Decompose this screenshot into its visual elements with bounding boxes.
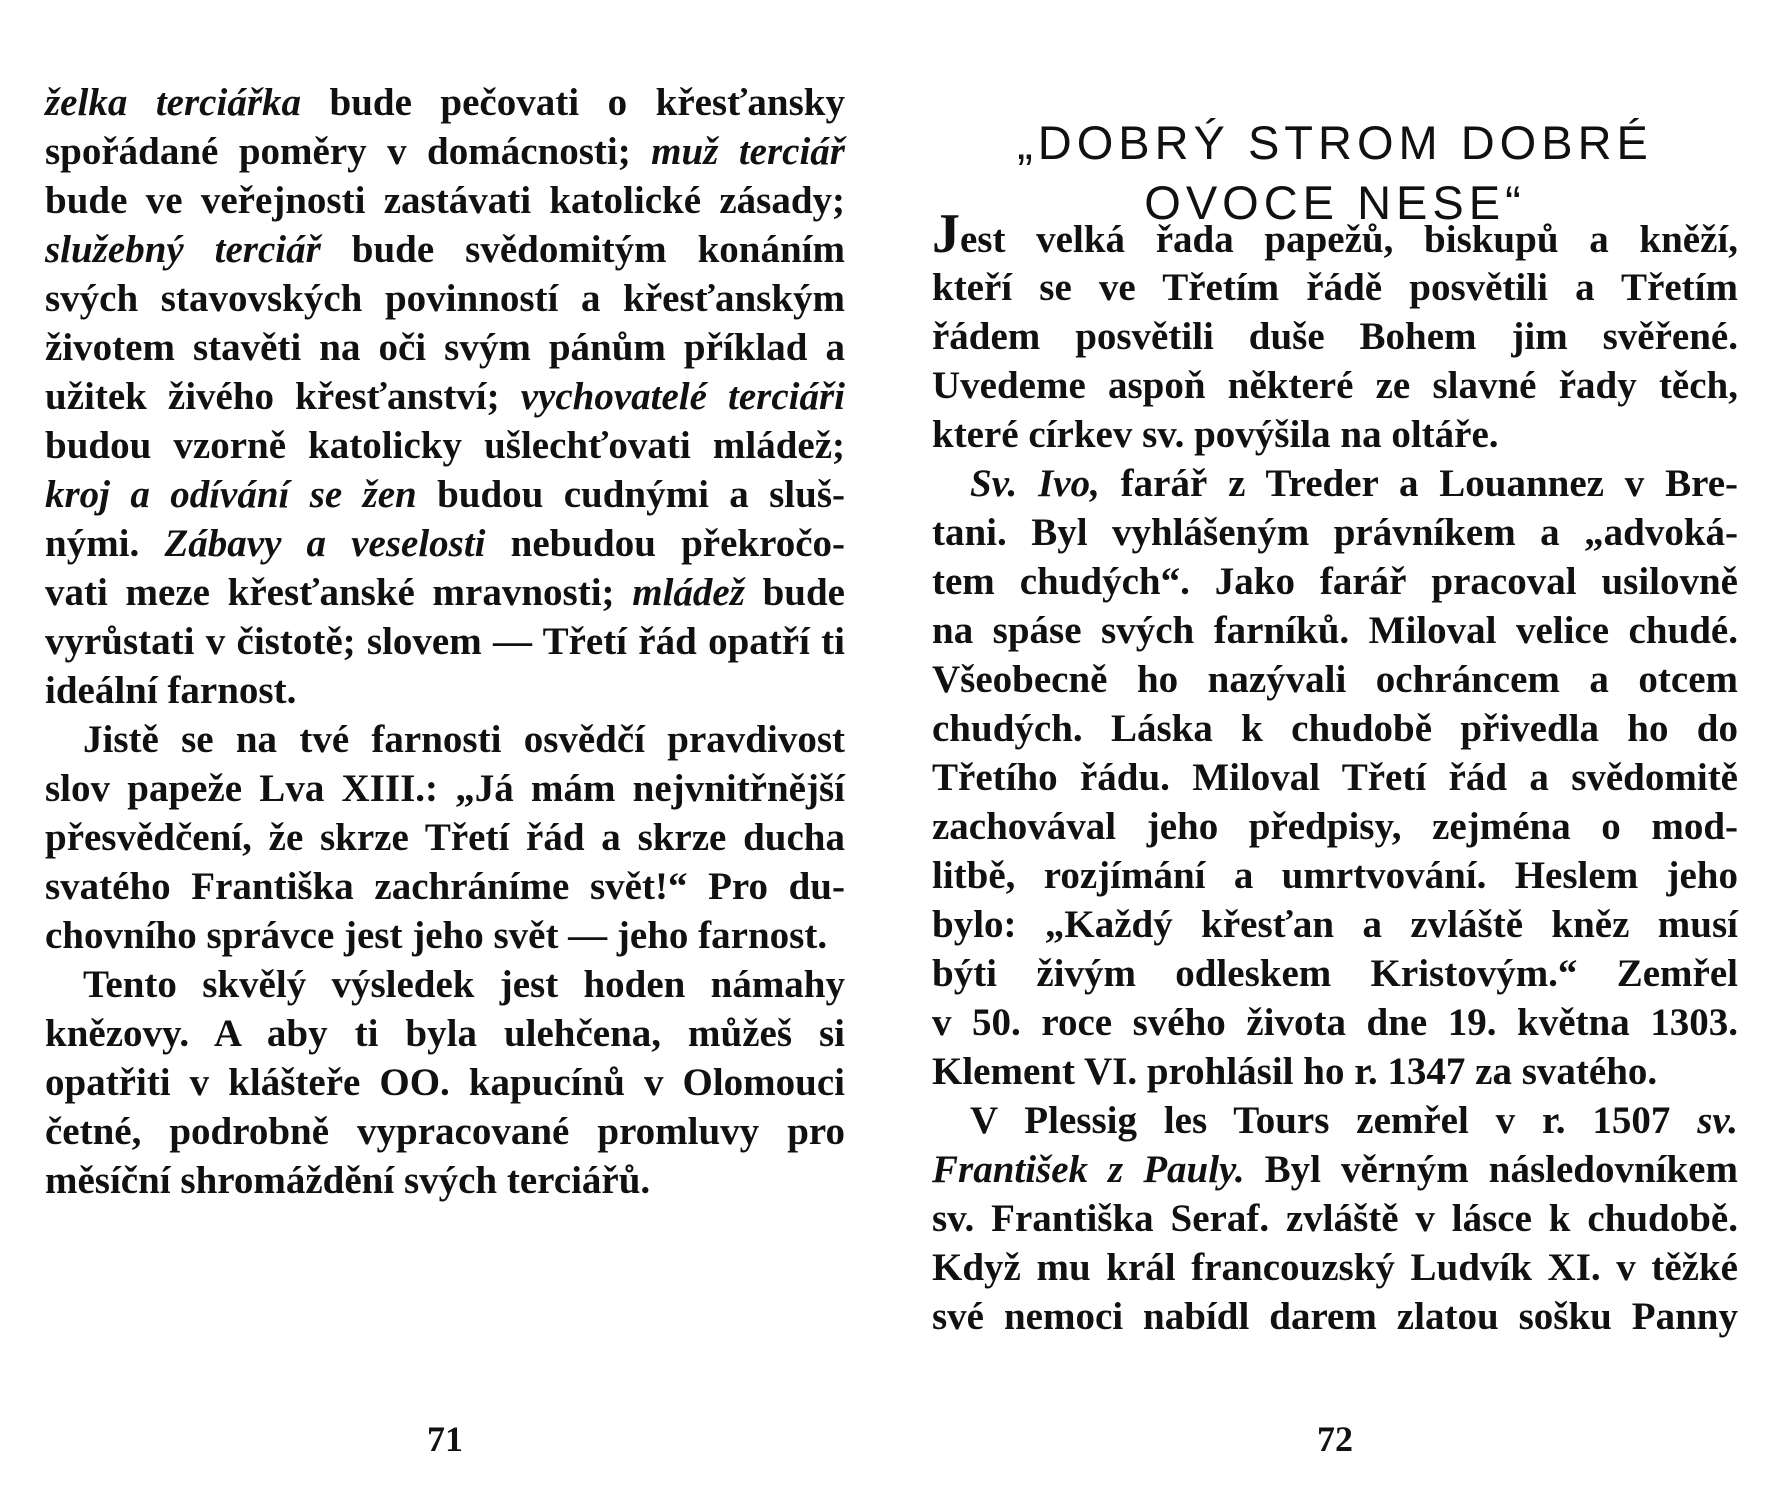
- text-line: [932, 312, 1738, 361]
- text-segment: chudých. Láska k chudobě přivedla ho do: [932, 707, 1738, 750]
- text-line: [932, 1145, 1738, 1194]
- text-segment: svatého Františka zachráníme svět!“ Pro du-: [45, 865, 845, 908]
- emphasized-text: Zábavy a veselosti: [164, 522, 486, 565]
- text-segment: které církev sv. povýšila na oltáře.: [932, 413, 1499, 456]
- emphasized-text: František z Pauly.: [932, 1148, 1245, 1191]
- text-line: [45, 911, 845, 960]
- text-segment: budou cudnými a sluš-: [416, 473, 845, 516]
- text-line: [932, 655, 1738, 704]
- text-segment: nými.: [45, 522, 165, 565]
- text-line: [932, 1096, 1738, 1145]
- text-segment: farář z Treder a Louannez v Bre-: [1099, 462, 1738, 505]
- text-segment: Když mu král francouzský Ludvík XI. v těžké: [932, 1246, 1738, 1289]
- text-line: [45, 960, 845, 1009]
- text-segment: Všeobecně ho nazývali ochráncem a otcem: [932, 658, 1738, 701]
- drop-cap: J: [932, 203, 960, 265]
- text-line: [932, 1194, 1738, 1243]
- chapter-title-line-2: OVOCE NESE“: [1144, 176, 1526, 230]
- text-line: [45, 274, 845, 323]
- emphasized-text: muž terciář: [651, 130, 845, 173]
- text-line: [45, 568, 845, 617]
- text-segment: tani. Byl vyhlášeným právníkem a „advoká-: [932, 511, 1738, 554]
- text-line: [932, 900, 1738, 949]
- text-segment: svých stavovských povinností a křesťanským: [45, 277, 845, 320]
- text-line: [45, 127, 845, 176]
- text-segment: v 50. roce svého života dne 19. května 1303.: [932, 1001, 1738, 1044]
- text-line: [932, 263, 1738, 312]
- emphasized-text: sv.: [1697, 1099, 1738, 1142]
- text-segment: býti živým odleskem Kristovým.“ Zemřel: [932, 952, 1738, 995]
- text-segment: Jistě se na tvé farnosti osvědčí pravdivost: [83, 718, 845, 761]
- text-segment: opatřiti v klášteře OO. kapucínů v Olomouci: [45, 1061, 845, 1104]
- text-line: [45, 323, 845, 372]
- text-line: [932, 1243, 1738, 1292]
- text-line: [45, 1156, 845, 1205]
- text-line: [932, 1292, 1738, 1341]
- text-line: [45, 519, 845, 568]
- text-segment: vati meze křesťanské mravnosti;: [45, 571, 633, 614]
- text-line: [45, 470, 845, 519]
- text-segment: bude ve veřejnosti zastávati katolické zásady;: [45, 179, 845, 222]
- text-line: [932, 557, 1738, 606]
- text-segment: zachovával jeho předpisy, zejména o mod-: [932, 805, 1738, 848]
- text-segment: chovního správce jest jeho svět — jeho farnost.: [45, 914, 828, 957]
- text-segment: nebudou překročo-: [485, 522, 846, 565]
- text-line: [45, 1009, 845, 1058]
- text-segment: budou vzorně katolicky ušlechťovati mládež;: [45, 424, 845, 467]
- text-line: [932, 802, 1738, 851]
- text-segment: bylo: „Každý křesťan a zvláště kněz musí: [932, 903, 1738, 946]
- right-page-number: 72: [1317, 1419, 1353, 1459]
- text-segment: Tento skvělý výsledek jest hoden námahy: [83, 963, 845, 1006]
- text-line: [45, 176, 845, 225]
- left-page-number: 71: [427, 1419, 463, 1459]
- text-line: [45, 715, 845, 764]
- text-line: [45, 372, 845, 421]
- text-segment: bude: [744, 571, 845, 614]
- text-line: [45, 1058, 845, 1107]
- text-line: [932, 361, 1738, 410]
- text-segment: přesvědčení, že skrze Třetí řád a skrze ducha: [45, 816, 845, 859]
- text-line: [932, 459, 1738, 508]
- text-segment: bude pečovati o křesťansky: [301, 81, 845, 124]
- text-line: [932, 508, 1738, 557]
- text-segment: Uvedeme aspoň některé ze slavné řady těch,: [932, 364, 1738, 407]
- emphasized-text: kroj a odívání se žen: [45, 473, 417, 516]
- text-line: [932, 1047, 1738, 1096]
- text-segment: užitek živého křesťanství;: [45, 375, 521, 418]
- chapter-title-line-1: „DOBRÝ STROM DOBRÉ: [1017, 116, 1653, 170]
- text-segment: est velká řada papežů, biskupů a kněží,: [960, 218, 1738, 261]
- text-line: [45, 617, 845, 666]
- text-line: [45, 421, 845, 470]
- text-segment: životem stavěti na oči svým pánům příklad a: [45, 326, 845, 369]
- text-line: [45, 764, 845, 813]
- text-line: [45, 666, 845, 715]
- emphasized-text: služebný terciář: [45, 228, 321, 271]
- text-line: [45, 1107, 845, 1156]
- emphasized-text: želka terciářka: [45, 81, 301, 124]
- text-segment: vyrůstati v čistotě; slovem — Třetí řád opatří ti: [45, 620, 845, 663]
- text-line: [932, 998, 1738, 1047]
- text-line: [45, 813, 845, 862]
- text-segment: V Plessig les Tours zemřel v r. 1507: [970, 1099, 1698, 1142]
- text-segment: Byl věrným následovníkem: [1244, 1148, 1738, 1191]
- text-segment: kteří se ve Třetím řádě posvětili a Třetím: [932, 266, 1738, 309]
- text-segment: tem chudých“. Jako farář pracoval usilovně: [932, 560, 1738, 603]
- text-line: [932, 410, 1738, 459]
- emphasized-text: mládež: [632, 571, 745, 614]
- text-line: [45, 225, 845, 274]
- text-line: [45, 78, 845, 127]
- text-segment: na spáse svých farníků. Miloval velice chudé.: [932, 609, 1738, 652]
- text-segment: své nemoci nabídl darem zlatou sošku Panny: [932, 1295, 1738, 1338]
- text-segment: Třetího řádu. Miloval Třetí řád a svědomitě: [932, 756, 1738, 799]
- text-segment: ideální farnost.: [45, 669, 297, 712]
- text-line: [932, 753, 1738, 802]
- left-page-text: [45, 78, 845, 1205]
- text-segment: slov papeže Lva XIII.: „Já mám nejvnitřnější: [45, 767, 845, 810]
- text-segment: knězovy. A aby ti byla ulehčena, můžeš si: [45, 1012, 845, 1055]
- right-page: [932, 0, 1738, 1500]
- text-line: [45, 862, 845, 911]
- text-line: [932, 851, 1738, 900]
- text-segment: měsíční shromáždění svých terciářů.: [45, 1159, 651, 1202]
- text-segment: sv. Františka Seraf. zvláště v lásce k chudobě.: [932, 1197, 1738, 1240]
- text-segment: spořádané poměry v domácnosti;: [45, 130, 652, 173]
- text-segment: četné, podrobně vypracované promluvy pro: [45, 1110, 845, 1153]
- emphasized-text: vychovatelé terciáři: [520, 375, 846, 418]
- text-line: [932, 606, 1738, 655]
- text-segment: řádem posvětili duše Bohem jim svěřené.: [932, 315, 1738, 358]
- left-page: [45, 0, 845, 1500]
- text-segment: bude svědomitým konáním: [320, 228, 845, 271]
- emphasized-text: Sv. Ivo,: [970, 462, 1100, 505]
- text-line: [932, 949, 1738, 998]
- text-line: [932, 704, 1738, 753]
- text-segment: Klement VI. prohlásil ho r. 1347 za svatého.: [932, 1050, 1658, 1093]
- text-segment: litbě, rozjímání a umrtvování. Heslem jeho: [932, 854, 1738, 897]
